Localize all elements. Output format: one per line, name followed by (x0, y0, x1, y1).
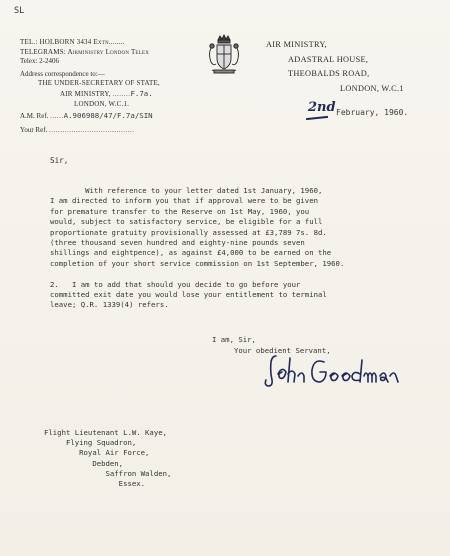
your-ref-label: Your Ref. (20, 125, 48, 134)
telephone-line: TEL.: HOLBORN 3434 Extn........ (20, 38, 125, 46)
letter-body: With reference to your letter dated 1st January, 1960, I am directed to inform you that if approval were to be given for premature transfer to the Reserve on 1st May, 1960, you would, subject to satisfactory service, be eligible for a full proportionate gratuity provisionally assessed at £3,789 7s. 8d. (three thousand seven hundred and eighty-nine pounds seven shillings and eightpence), as against £4,000 to be earned on the completion of your short service commission on 1st September, 1960. 2. I am to add that should you decide to go before your committed exit date you would lose your entitlement to terminal leave; Q.R. 1339(4) refers. (50, 186, 345, 310)
office-address-block (266, 38, 404, 96)
handwritten-signature (262, 352, 402, 392)
office-line-4: LONDON, W.C.1 (340, 83, 404, 93)
telex-line: Telex: 2-2406 (20, 57, 59, 66)
letterhead-contact-block (20, 38, 160, 135)
handwritten-day: 2nd (308, 100, 336, 115)
am-ref-line: A.M. Ref. ......A.906988/47/F.7a/SIN (20, 111, 153, 121)
air-ministry-code: F.7a. (130, 88, 153, 98)
royal-coat-of-arms-icon (206, 34, 242, 78)
office-line-2: ADASTRAL HOUSE, (288, 54, 369, 64)
am-ref-value: A.906988/47/F.7a/SIN (63, 111, 153, 121)
salutation: Sir, (50, 156, 69, 165)
london-line: LONDON, W.C.1. (74, 99, 130, 108)
reference-mark: SL (14, 6, 25, 16)
air-ministry-line: AIR MINISTRY, ........F.7a. (60, 88, 153, 98)
office-line-3: THEOBALDS ROAD, (288, 69, 370, 78)
recipient-address: Flight Lieutenant L.W. Kaye, Flying Squadron, Royal Air Force, Debden, Saffron Walden, Essex. (44, 428, 172, 489)
your-ref-dots: ...................................... (49, 125, 135, 134)
address-correspondence-line: Address correspondence to:— (20, 69, 105, 78)
your-ref-line (20, 126, 160, 136)
closing: I am, Sir, Your obedient Servant, (212, 335, 331, 355)
day-underline (306, 116, 328, 120)
air-ministry-label: AIR MINISTRY, (60, 89, 111, 98)
under-secretary-line: THE UNDER-SECRETARY OF STATE, (38, 79, 160, 88)
office-line-1: AIR MINISTRY, (266, 40, 327, 49)
telegrams-line: TELEGRAMS: Airministry London Telex (20, 47, 150, 56)
date-month-year: February, 1960. (336, 108, 409, 117)
am-ref-label: A.M. Ref. (20, 112, 49, 121)
